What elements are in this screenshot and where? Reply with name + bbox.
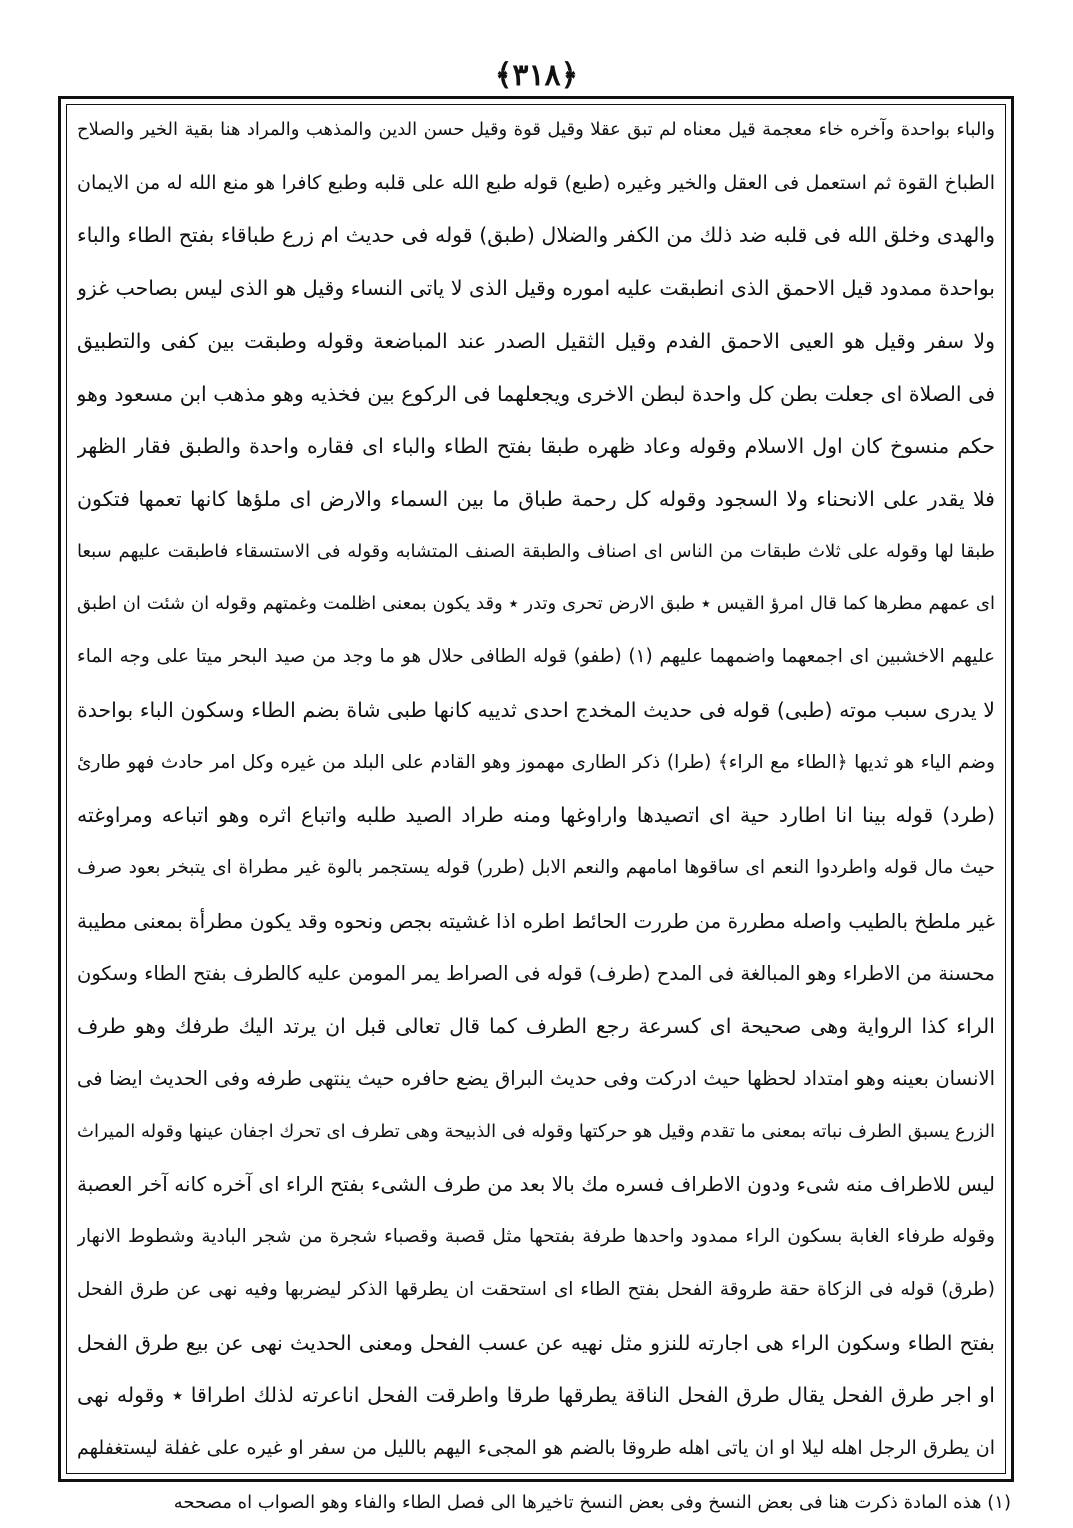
text-line: الانسان بعينه وهو امتداد لحظها حيث ادركت وفى حديث البراق يضع حافره حيث ينتهى طرفه وفى الحديث ايضا فى: [77, 1066, 995, 1090]
text-line: فى الصلاة اى جعلت بطن كل واحدة لبطن الاخرى ويجعلهما فى الركوع بين فخذيه وهو مذهب ابن مسعود وهو: [77, 381, 995, 406]
text-line: محسنة من الاطراء وهو المبالغة فى المدح (طرف) قوله فى الصراط يمر المومن عليه كالطرف بفتح الطاء وسكون: [77, 961, 995, 985]
text-line: ليس للاطراف منه شىء ودون الاطراف فسره مك بالا بعد من طرف الشىء بفتح الراء اى آخره كانه آخر العصبة: [77, 1172, 995, 1197]
text-line: (طرق) قوله فى الزكاة حقة طروقة الفحل بفتح الطاء اى استحقت ان يطرقها الذكر ليضربها وفيه نهى عن طرق الفحل: [77, 1278, 995, 1300]
text-line: طبقا لها وقوله على ثلاث طبقات من الناس اى اصناف والطبقة الصنف المتشابه وقوله فى الاستسقاء فاطبقت عليهم سبعا: [77, 540, 995, 562]
text-line: والباء بواحدة وآخره خاء معجمة قيل معناه لم تبق عقلا وقيل قوة وقيل حسن الدين والمذهب والمراد هنا بقية الخير والصلاح: [77, 119, 995, 140]
text-line: وضم الياء هو ثديها ﴿الطاء مع الراء﴾ (طرا) ذكر الطارى مهموز وهو القادم على البلد من غيره وكل امر حادث فهو طارئ: [77, 751, 995, 773]
text-line: غير ملطخ بالطيب واصله مطررة من طررت الحائط اطره اذا غشيته بجص ونحوه وقد يكون مطرأة بمعنى مطيبة: [77, 908, 995, 933]
text-line: لا يدرى سبب موته (طبى) قوله فى حديث المخدج احدى ثدييه كانها طبى شاة بضم الطاء وسكون الباء بواحدة: [77, 697, 995, 722]
text-line: وقوله طرفاء الغابة بسكون الراء ممدود واحدها طرفة بفتحها مثل قصبة وقصباء شجرة من شجر البادية وشطوط الانهار: [77, 1226, 995, 1248]
text-line: حيث مال قوله واطردوا النعم اى ساقوها امامهم والنعم الابل (طرر) قوله يستجمر بالوة غير مطراة اى يتبخر بعود صرف: [77, 857, 995, 879]
text-line: الراء كذا الرواية وهى صحيحة اى كسرعة رجع الطرف كما قال تعالى قبل ان يرتد اليك طرفك وهو طرف: [77, 1014, 995, 1039]
text-line: الزرع يسبق الطرف نباته بمعنى ما تقدم وقيل هو حركتها وقوله فى الذبيحة وهى تطرف اى تحرك اجفان عينها وقوله الميراث: [77, 1120, 995, 1142]
main-text: [77, 111, 995, 1467]
footnote: (١) هذه المادة ذكرت هنا فى بعض النسخ وفى بعض النسخ تاخيرها الى فصل الطاء والفاء وهو الصواب اه مصححه: [173, 1492, 1011, 1513]
text-line: والهدى وخلق الله فى قلبه ضد ذلك من الكفر والضلال (طبق) قوله فى حديث ام زرع طباقاء بفتح الطاء والباء: [77, 223, 995, 248]
text-line: عليهم الاخشبين اى اجمعهما واضمهما عليهم (١) (طفو) قوله الطافى حلال هو ما وجد من صيد البحر ميتا على وجه الماء: [77, 646, 995, 668]
page-number: ﴿٣١٨﴾: [494, 58, 579, 93]
text-line: بفتح الطاء وسكون الراء هى اجارته للنزو مثل نهيه عن عسب الفحل ومعنى الحديث نهى عن بيع طرق الفحل: [77, 1330, 995, 1355]
text-line: او اجر طرق الفحل يقال طرق الفحل الناقة يطرقها طرقا واطرقت الفحل اناعرته لذلك اطراقا ٭ وقوله نهى: [77, 1383, 995, 1408]
text-line: ان يطرق الرجل اهله ليلا او ان ياتى اهله طروقا بالضم هو المجىء اليهم بالليل من سفر او غيره على غفلة ليستغفلهم: [77, 1436, 995, 1459]
text-line: حكم منسوخ كان اول الاسلام وقوله وعاد ظهره طبقا بفتح الطاء والباء اى فقاره واحدة والطبق فقار الظهر: [77, 434, 995, 459]
text-line: فلا يقدر على الانحناء ولا السجود وقوله كل رحمة طباق ما بين السماء والارض اى ملؤها كانها تعمها فتكون: [77, 487, 995, 512]
text-line: بواحدة ممدود قيل الاحمق الذى انطبقت عليه اموره وقيل الذى لا ياتى النساء وقيل هو الذى ليس بصاحب غزو: [77, 276, 995, 301]
text-line: الطباخ القوة ثم استعمل فى العقل والخير وغيره (طبع) قوله طبع الله على قلبه وطبع كافرا هو منع الله له من الايمان: [77, 171, 995, 194]
text-line: ولا سفر وقيل هو العيى الاحمق الفدم وقيل الثقيل الصدر عند المباضعة وقوله وطبقت بين كفى والتطبيق: [77, 328, 995, 353]
page-frame: [58, 96, 1014, 1482]
page-frame-inner: [66, 104, 1006, 1474]
text-line: (طرد) قوله بينا انا اطارد حية اى اتصيدها واراوغها ومنه طراد الصيد طلبه واتباع اثره وهو اتباعه ومراوغته: [77, 803, 995, 828]
text-line: اى عمهم مطرها كما قال امرؤ القيس ٭ طبق الارض تحرى وتدر ٭ وقد يكون بمعنى اظلمت وغمتهم وقوله ان شئت ان اطبق: [77, 593, 995, 615]
